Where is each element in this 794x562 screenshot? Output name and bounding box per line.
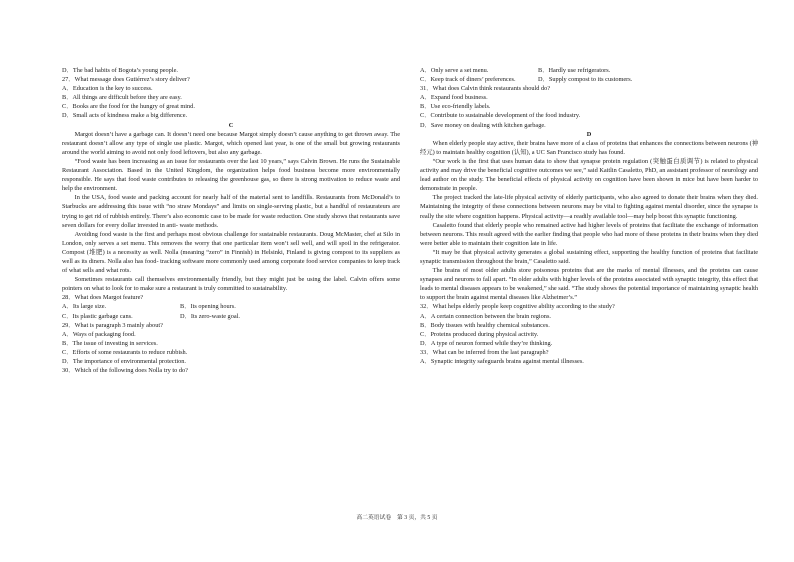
option-c: C．Efforts of some restaurants to reduce rubbish. bbox=[62, 348, 188, 356]
option-d: D．The importance of environmental protection. bbox=[62, 358, 186, 365]
option-d: D．Supply compost to its customers. bbox=[538, 76, 633, 84]
option-b: B．Its opening hours. bbox=[180, 303, 236, 311]
option-c: C．Proteins produced during physical activity. bbox=[420, 330, 539, 338]
option-d: D．Its zero-waste goal. bbox=[180, 312, 240, 320]
option-row bbox=[62, 302, 400, 311]
passage-paragraph: Casaletto found that elderly people who remained active had higher levels of proteins that facilitate the exchange of information between neurons. This result agreed with the earlier finding that people who had more of these proteins in their brains when they died were better able to maintain their cognition late in life. bbox=[420, 221, 758, 247]
section-d-heading: D bbox=[586, 130, 592, 138]
question-30: 30．Which of the following does Nolla try to do? bbox=[62, 367, 188, 375]
option-a: A．Expand food business. bbox=[420, 94, 488, 102]
question-29: 29．What is paragraph 3 mainly about? bbox=[62, 321, 163, 329]
passage-paragraph: Margot doesn’t have a garbage can. It doesn’t need one because Margot simply doesn’t cause anything to get thrown away. The restaurant doesn’t allow any type of single use plastic. Margot, which opened last year, is one of the small but growing restaurants around the world aiming to avoid not only food leftovers, but also any garbage. bbox=[62, 130, 400, 156]
passage-paragraph: The brains of most older adults store poisonous proteins that are the marks of mental illnesses, and the proteins can cause synapses and neurons to fall apart. “In older adults with higher levels of the proteins associated with synaptic integrity, this effect that leads to mental diseases appears to be weakened,” she said. “The study shows the potential importance of maintaining synaptic health to support the brain against mental diseases like Alzheimer’s.” bbox=[420, 267, 758, 302]
option-row bbox=[420, 66, 758, 75]
passage-paragraph: “It may be that physical activity generates a global sustaining effect, supporting the healthy function of proteins that facilitate synaptic transmission throughout the brain,” Casaletto said. bbox=[420, 248, 758, 265]
passage-paragraph: In the USA, food waste and packing account for nearly half of the material sent to landfills. Restaurants from McDonald’s to Starbucks are addressing this issue with “no straw Mondays” and limits on single-serving plastic, but a handful of restaurateurs are trying to get rid of rubbish entirely. There’s also economic case to be made for waste reduction. One study shows that restaurants save seven dollars for every dollar invested in anti- waste methods. bbox=[62, 194, 400, 229]
passage-paragraph: When elderly people stay active, their brains have more of a class of proteins that enhances the connections between neurons (神经元) to maintain healthy cognition (认知), a UC San Francisco study has found. bbox=[420, 139, 758, 156]
option-line: C．Books are the food for the hungry of great mind. bbox=[62, 103, 195, 111]
question-27: 27．What message does Gutiérrez’s story deliver? bbox=[62, 76, 190, 84]
option-a: A．Only serve a set menu. bbox=[420, 67, 489, 74]
option-a: A．Synaptic integrity safeguards brains against mental illnesses. bbox=[420, 358, 584, 365]
left-column bbox=[62, 66, 400, 375]
option-c: C．Contribute to sustainable development of the food industry. bbox=[420, 112, 581, 120]
option-line: D．The bad habits of Bogota’s young people. bbox=[62, 67, 178, 74]
option-row bbox=[62, 312, 400, 321]
passage-paragraph: Sometimes restaurants call themselves environmentally friendly, but they might just be using the label. Calvin offers some pointers on what to look for to make sure a restaurant is truly committed to sustainability. bbox=[62, 276, 400, 293]
option-line: D．Small acts of kindness make a big difference. bbox=[62, 112, 188, 120]
option-b: B．The issue of investing in services. bbox=[62, 339, 158, 347]
option-c: C．Its plastic garbage cans. bbox=[62, 312, 133, 320]
option-b: B．Body tissues with healthy chemical substances. bbox=[420, 321, 550, 329]
option-b: B．Use eco-friendly labels. bbox=[420, 103, 491, 111]
option-a: A．A certain connection between the brain regions. bbox=[420, 312, 551, 320]
passage-paragraph: Avoiding food waste is the first and perhaps most obvious challenge for sustainable restaurants. Doug McMaster, chef at Silo in London, only serves a set menu. This removes the worry that one particular item won’t sell well, and will spoil in the refrigerator. Compost (堆肥) is a necessity as well. Nolla (meaning “zero” in Finnish) in Helsinki, Finland is giving compost to its suppliers as well as its diners. Nolla also has food- tracking software more commonly used among corporate food service companies to keep track of what sells and what rots. bbox=[62, 230, 400, 275]
passage-paragraph: “Food waste has been increasing as an issue for restaurants over the last 10 years,” says Calvin Brown. He runs the Sustainable Restaurant Association. Based in the United Kingdom, the organization helps food business become more environmentally responsible. He says that food waste contributes to releasing the greenhouse gas, so there is strong motivation to reduce waste and help the environment. bbox=[62, 157, 400, 193]
question-33: 33．What can be inferred from the last paragraph? bbox=[420, 348, 549, 356]
question-31: 31．What does Calvin think restaurants should do? bbox=[420, 85, 551, 93]
option-row bbox=[420, 75, 758, 84]
question-28: 28．What does Margot feature? bbox=[62, 294, 144, 302]
option-a: A．Its large size. bbox=[62, 303, 107, 311]
passage-paragraph: The project tracked the late-life physical activity of elderly participants, who also agreed to donate their brains when they died. Maintaining the integrity of these connections between neurons may be vital to fighting against mental disorder, since the synapse is really the site where cognition happens. Physical activity—a readily available tool—may help boost this synaptic functioning. bbox=[420, 194, 758, 220]
right-column bbox=[420, 66, 758, 366]
option-line: A．Education is the key to success. bbox=[62, 85, 153, 93]
option-c: C．Keep track of diners’ preferences. bbox=[420, 76, 516, 84]
option-line: B．All things are difficult before they are easy. bbox=[62, 94, 182, 102]
option-d: D．Save money on dealing with kitchen garbage. bbox=[420, 121, 546, 129]
option-a: A．Ways of packaging food. bbox=[62, 330, 136, 338]
page-footer: 高二英语试卷 第 3 页，共 5 页 bbox=[356, 515, 438, 521]
section-c-heading: C bbox=[228, 121, 234, 129]
option-b: B．Hardly use refrigerators. bbox=[538, 67, 611, 74]
option-d: D．A type of neuron formed while they’re thinking. bbox=[420, 339, 553, 347]
question-32: 32．What helps elderly people keep cognitive ability according to the study? bbox=[420, 303, 615, 311]
passage-paragraph: “Our work is the first that uses human data to show that synapse protein regulation (突触蛋白质调节) is related to physical activity and may drive the beneficial cognitive outcomes we see,” said Kaitlin Casaletto, PhD, an assistant professor of neurology and lead author on the study. The beneficial effects of physical activity on cognition have been shown in mice but have been harder to demonstrate in people. bbox=[420, 157, 758, 193]
